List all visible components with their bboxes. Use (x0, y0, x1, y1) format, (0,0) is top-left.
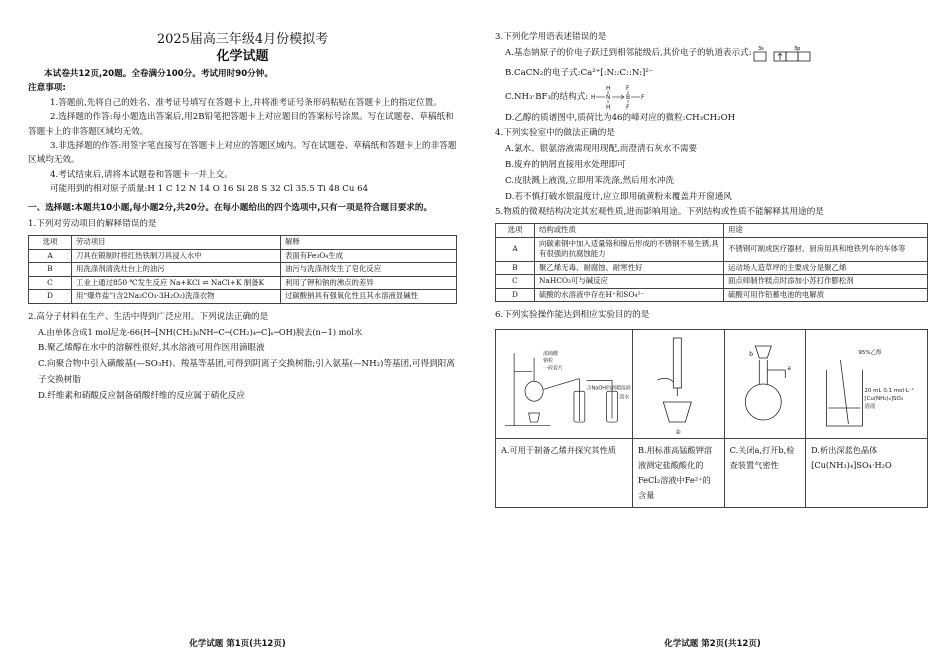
exam-subtitle: 化学试题 (216, 49, 269, 64)
table-cell: C (496, 275, 535, 289)
section-heading: 一、选择题:本题共10小题,每小题2分,共20分。在每小题给出的四个选项中,只有一项是符合题目要求的。 (28, 202, 433, 213)
table-cell: B (496, 261, 535, 275)
experiment-b-caption: B.用标准高锰酸钾溶液测定盐酸酸化的FeCl₂溶液中Fe²⁺的含量 (637, 444, 713, 500)
question-1-table (28, 235, 457, 304)
question-3-option-d: D.乙醇的质谱图中,质荷比为46的峰对应的微粒:CH₃CH₂OH (505, 113, 736, 124)
orbital-label-3s: 3s (757, 46, 764, 53)
apparatus-c-drawing (725, 330, 806, 438)
table-header: 用途 (724, 224, 928, 238)
question-2-option-d: D.纤维素和硝酸反应制备硝酸纤维的反应属于硝化反应 (38, 391, 245, 402)
question-2-option-c: C.向聚合物中引入磺酸基(—SO₃H)、羧基等基团,可得到阴离子交换树脂;引入氨基(—NH₂)等基团,可得到阳离子交换树脂 (38, 359, 455, 386)
question-5-stem: 5.物质的微观结构决定其宏观性质,进而影响用途。下列结构或性质不能解释其用途的是 (495, 206, 824, 217)
table-cell: 工业上通过850 ℃发生反应 Na+KCl ⇌ NaCl+K 制备K (72, 276, 281, 290)
notice-item: 1.答题前,先将自己的姓名、准考证号填写在答题卡上,并将准考证号条形码粘贴在答题卡上的指定位置。 (50, 97, 442, 108)
table-cell: NaHCO₃可与碱反应 (535, 275, 724, 289)
question-4-option-d: D.若不慎打破水银温度计,应立即用硫黄粉末覆盖并开窗通风 (505, 191, 732, 202)
table-cell: 向碳素钢中加入适量铬和镍后形成的不锈钢不易生锈,具有很强的抗腐蚀能力 (535, 237, 724, 261)
table-header: 选项 (29, 236, 72, 250)
structural-formula (588, 84, 648, 110)
apparatus-a-drawing (496, 330, 632, 438)
exam-title: 2025届高三年级4月份模拟考 (156, 32, 329, 47)
experiment-a (496, 330, 633, 507)
apparatus-d-figure (806, 330, 927, 439)
table-row (496, 288, 928, 302)
table-cell: C (29, 276, 72, 290)
table-cell: 用洗涤剂清洗灶台上的油污 (72, 263, 281, 277)
table-cell: 聚乙烯无毒、耐腐蚀、耐寒性好 (535, 261, 724, 275)
table-cell: B (29, 263, 72, 277)
apparatus-a-figure (496, 330, 632, 439)
table-cell: A (29, 249, 72, 263)
experiment-d-caption: D.析出深蓝色晶体[Cu(NH₃)₄]SO₄·H₂O (811, 444, 892, 470)
question-3-option-a (505, 44, 928, 62)
experiment-c (725, 330, 807, 507)
label-ethanol: 95%乙醇 (858, 349, 882, 356)
exam-intro: 本试卷共12页,20题。全卷满分100分。考试用时90分钟。 (44, 69, 273, 79)
page-footer: 化学试题 第2页(共12页) (664, 639, 761, 649)
question-2-stem: 2.高分子材料在生产、生活中得到广泛应用。下列说法正确的是 (28, 311, 269, 322)
atom-h: H (606, 104, 611, 111)
apparatus-b-figure (633, 330, 724, 439)
table-cell: 油污与洗涤剂发生了皂化反应 (281, 263, 457, 277)
option-text: C.NH₃·BF₃的结构式: (505, 92, 589, 103)
experiment-c-caption: C.关闭a,打开b,检查装置气密性 (729, 444, 795, 470)
orbital-diagram (752, 44, 822, 62)
table-row (29, 290, 457, 304)
experiment-a-caption: A.可用于制备乙烯并探究其性质 (501, 444, 616, 455)
question-1-stem: 1.下列对劳动项目的解释错误的是 (28, 219, 157, 230)
question-3-option-b: B.CaCN₂的电子式:Ca²⁺[:N::C::N:]²⁻ (505, 68, 654, 79)
table-cell: 表面有Fe₃O₄生成 (281, 249, 457, 263)
question-4-stem: 4.下列实验室中的做法正确的是 (495, 128, 615, 139)
question-4-option-b: B.废弃的钠屑直接用水处理即可 (505, 159, 626, 170)
table-cell: 硫酸可用作铅蓄电池的电解质 (724, 288, 928, 302)
question-3-option-c (505, 84, 928, 110)
atom-f: F (626, 104, 630, 111)
notice-item: 2.选择题的作答:每小题选出答案后,用2B铅笔把答题卡上对应题目的答案标号涂黑。写在试题卷、草稿纸和答题卡上的非答题区域均无效。 (28, 112, 454, 137)
table-row (496, 275, 928, 289)
question-6-stem: 6.下列实验操作能达到相应实验目的的是 (495, 310, 650, 321)
apparatus-b-drawing (633, 330, 724, 438)
table-cell: 利用了钾和钠的沸点的差异 (281, 276, 457, 290)
table-cell: D (496, 288, 535, 302)
question-4-option-c: C.皮肤溅上液溴,立即用苯洗涤,然后用水冲洗 (505, 175, 675, 186)
apparatus-d-drawing (806, 330, 927, 438)
label-solution: 溶液 (864, 403, 876, 410)
table-row (29, 276, 457, 290)
table-cell: 面点师制作糕点时添加小苏打作膨松剂 (724, 275, 928, 289)
question-6-figure-table (495, 329, 928, 508)
page-footer: 化学试题 第1页(共12页) (189, 639, 286, 649)
label-valve-b: b (748, 350, 753, 358)
question-2-option-b: B.聚乙烯醇在水中的溶解性很好,其水溶液可用作医用滴眼液 (38, 343, 265, 354)
question-5-table (495, 223, 928, 302)
page-2 (475, 0, 950, 659)
table-cell: 刀具在锻制时将红热铁制刀具浸入水中 (72, 249, 281, 263)
table-cell: 用“爆炸盐”(含2Na₂CO₃·3H₂O₂)洗涤衣物 (72, 290, 281, 304)
label-porcelain: 一碎瓷片 (543, 365, 564, 372)
atom-n: N (606, 94, 611, 102)
table-cell: 运动场人造草坪的主要成分是聚乙烯 (724, 261, 928, 275)
table-header: 解释 (281, 236, 457, 250)
orbital-label-3p: 3p (793, 46, 800, 53)
label-valve-a: a (786, 364, 791, 372)
table-header: 选项 (496, 224, 535, 238)
table-cell: A (496, 237, 535, 261)
table-header: 劳动项目 (72, 236, 281, 250)
question-4-option-a: A.氯水、银氨溶液需现用现配,而澄清石灰水不需要 (505, 143, 698, 154)
atom-h: H (591, 94, 596, 102)
question-3-stem: 3.下列化学用语表述错误的是 (495, 32, 607, 42)
table-cell: 过碳酸钠具有强氧化性且其水溶液显碱性 (281, 290, 457, 304)
atom-f: F (626, 85, 630, 93)
apparatus-c-figure (725, 330, 806, 439)
table-cell: D (29, 290, 72, 304)
experiment-b (633, 330, 725, 507)
label-bromine-water: 溴水 (619, 394, 630, 401)
table-header: 结构或性质 (535, 224, 724, 238)
question-2-option-a: A.由单体合成1 mol尼龙-66(H─[NH(CH₂)₆NH─C─(CH₂)₄─C]ₙ─OH)脱去(n−1) mol水 (38, 327, 363, 338)
atom-h: H (606, 85, 611, 93)
atom-f: F (641, 94, 645, 102)
table-cell: 硫酸的水溶液中存在H⁺和SO₄²⁻ (535, 288, 724, 302)
label-sodium: 钠粒 (543, 357, 554, 364)
label-conc-sulfuric: 浓硫酸 (543, 350, 559, 357)
table-row (29, 249, 457, 263)
label-naoh-solution: 含NaOH的酒精溶液 (586, 385, 631, 392)
atomic-masses: 可能用到的相对原子质量:H 1 C 12 N 14 O 16 Si 28 S 32 Cl 35.5 Ti 48 Cu 64 (50, 184, 369, 195)
notice-item: 3.非选择题的作答:用签字笔直接写在答题卡上对应的答题区域内。写在试题卷、草稿纸和答题卡上的非答题区域均无效。 (28, 141, 457, 166)
table-row (496, 261, 928, 275)
option-text: A.基态钠原子的价电子跃迁到相邻能级后,其价电子的轨道表示式: (505, 48, 752, 59)
table-row (29, 263, 457, 277)
table-cell: 不锈钢可制成医疗器材、厨房用具和地铁列车的车体等 (724, 237, 928, 261)
notice-item: 4.考试结束后,请将本试题卷和答题卡一并上交。 (50, 169, 233, 180)
table-row (496, 237, 928, 261)
label-mark-2: ② (675, 428, 681, 436)
atom-b: B (626, 94, 631, 102)
notice-heading: 注意事项: (28, 83, 66, 94)
label-volume: 20 mL 0.1 mol·L⁻¹ (864, 387, 915, 394)
experiment-d (806, 330, 927, 507)
label-complex: [Cu(NH₃)₄]SO₄ (864, 395, 904, 402)
